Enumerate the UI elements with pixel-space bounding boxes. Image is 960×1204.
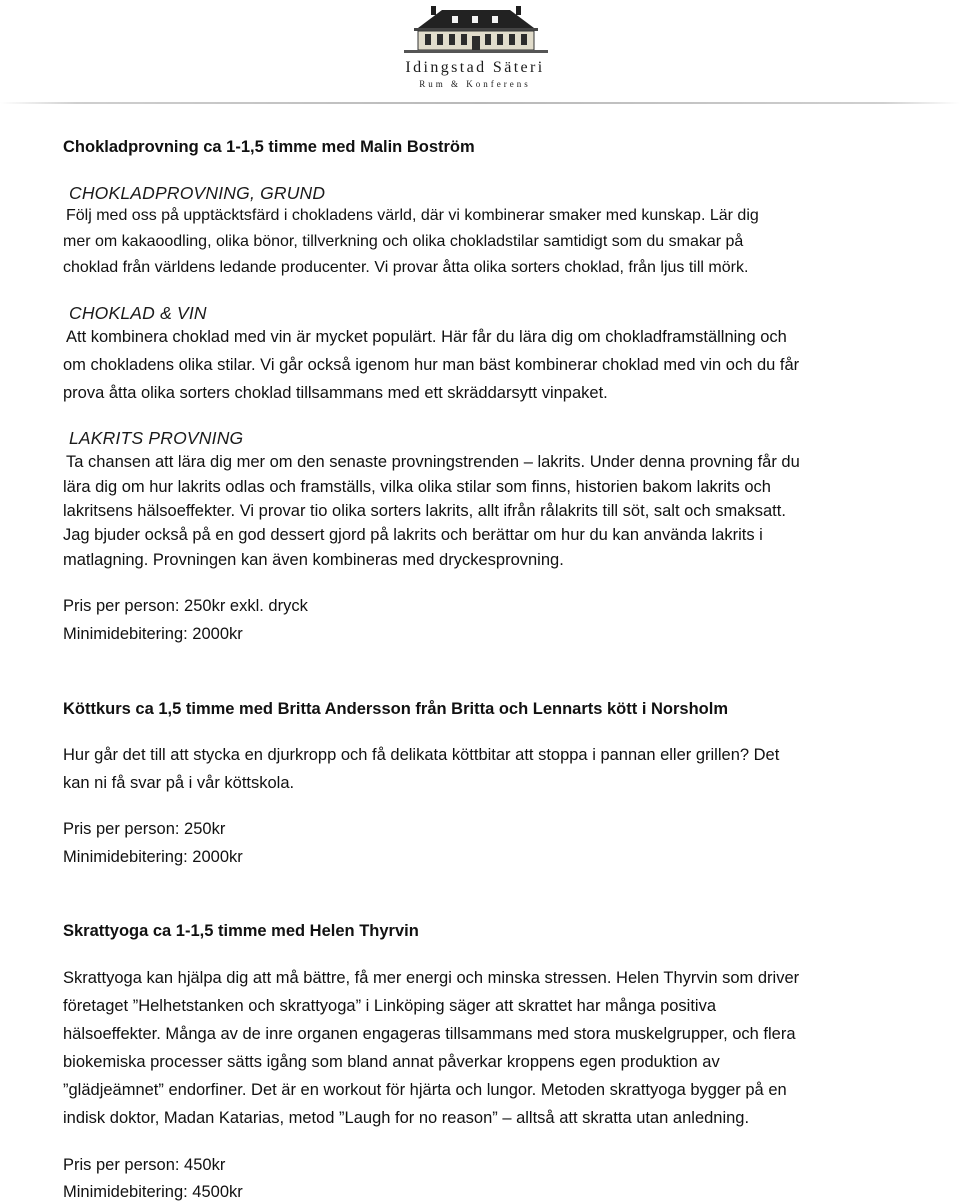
paragraph-line: Jag bjuder också på en god dessert gjord på lakrits och berättar om hur du kan använda lakrits i [63,526,763,544]
minimum-charge-text: Minimidebitering: 4500kr [63,1183,243,1201]
minimum-charge-text: Minimidebitering: 2000kr [63,625,243,643]
paragraph-line: prova åtta olika sorters choklad tillsammans med ett skräddarsytt vinpaket. [63,384,608,402]
section-title-yoga: Skrattyoga ca 1-1,5 timme med Helen Thyrvin [63,922,419,940]
manor-house-icon [368,2,582,58]
paragraph-line: Följ med oss på upptäcktsfärd i chokladens värld, där vi kombinerar smaker med kunskap. Lär dig [66,207,759,224]
paragraph-line: mer om kakaoodling, olika bönor, tillverkning och olika chokladstilar samtidigt som du smakar på [63,233,744,250]
paragraph-line: lära dig om hur lakrits odlas och framställs, vilka olika stilar som finns, historien bakom lakrits och [63,478,771,496]
paragraph-line: matlagning. Provningen kan även kombineras med dryckesprovning. [63,551,564,569]
paragraph-line: kan ni få svar på i vår köttskola. [63,774,295,792]
header-divider [0,102,960,104]
paragraph-line: Skrattyoga kan hjälpa dig att må bättre, få mer energi och minska stressen. Helen Thyrvin som driver [63,969,800,987]
paragraph-line: indisk doktor, Madan Katarias, metod ”Laugh for no reason” – alltså att skratta utan anledning. [63,1109,750,1127]
paragraph-line: ”glädjeämnet” endorfiner. Det är en workout för hjärta och lungor. Metoden skrattyoga bygger på en [63,1081,787,1099]
paragraph-line: Att kombinera choklad med vin är mycket populärt. Här får du lära dig om chokladframställning och [66,328,787,346]
subheading-chocolate-basic: CHOKLADPROVNING, GRUND [69,183,326,203]
minimum-charge-text: Minimidebitering: 2000kr [63,848,243,866]
price-text: Pris per person: 450kr [63,1156,226,1174]
price-text: Pris per person: 250kr exkl. dryck [63,597,308,615]
logo-subtitle: Rum & Konferens [419,79,531,89]
header [0,0,960,106]
paragraph-line: om chokladens olika stilar. Vi går också igenom hur man bäst kombinerar choklad med vin och du får [63,356,800,374]
section-title-chocolate: Chokladprovning ca 1-1,5 timme med Malin Boström [63,138,475,156]
paragraph-line: Ta chansen att lära dig mer om den senaste provningstrenden – lakrits. Under denna provning får du [66,453,800,471]
logo-name: Idingstad Säteri [405,59,545,76]
paragraph-line: företaget ”Helhetstanken och skrattyoga” i Linköping säger att skrattet har många positiva [63,997,717,1015]
paragraph-line: biokemiska processer sätts igång som bland annat påverkar kroppens egen produktion av [63,1053,720,1071]
paragraph-line: hälsoeffekter. Många av de inre organen engageras tillsammans med stora muskelgrupper, och flera [63,1025,796,1043]
paragraph-line: Hur går det till att stycka en djurkropp och få delikata köttbitar att stoppa i pannan eller grillen? Det [63,746,780,764]
subheading-chocolate-wine: CHOKLAD & VIN [69,303,207,323]
paragraph-line: lakritsens hälsoeffekter. Vi provar tio olika sorters lakrits, allt ifrån rålakrits till söt, salt och smaksatt. [63,502,786,520]
section-title-meat: Köttkurs ca 1,5 timme med Britta Andersson från Britta och Lennarts kött i Norsholm [63,700,729,718]
logo [368,2,582,94]
subheading-licorice: LAKRITS PROVNING [69,428,244,448]
paragraph-line: choklad från världens ledande producenter. Vi provar åtta olika sorters choklad, från ljus till mörk. [63,259,749,276]
price-text: Pris per person: 250kr [63,820,226,838]
